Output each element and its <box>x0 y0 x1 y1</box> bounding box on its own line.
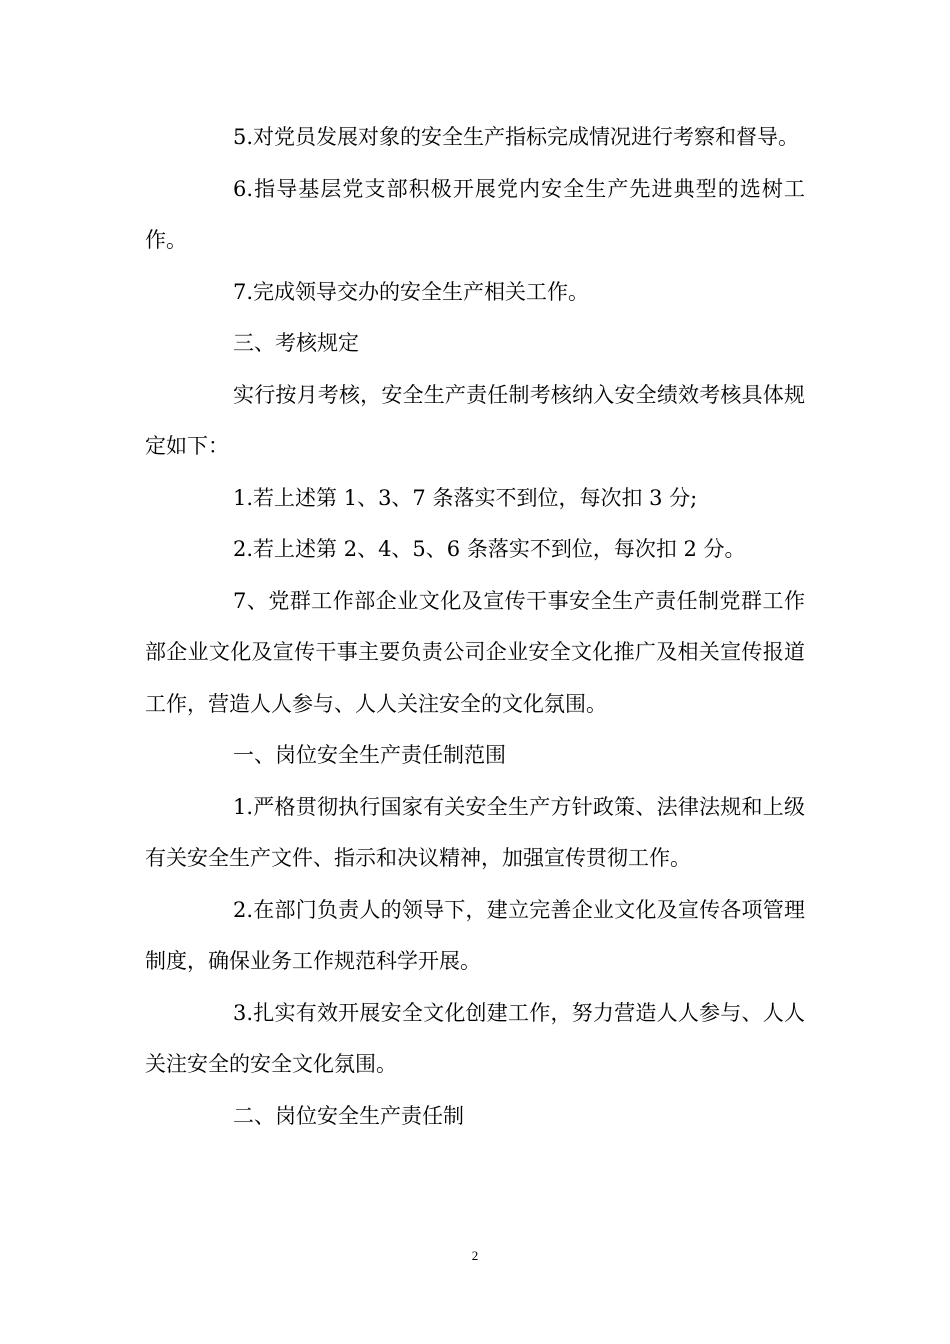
paragraph: 2.若上述第 2、4、5、6 条落实不到位，每次扣 2 分。 <box>233 537 746 561</box>
paragraph: 5.对党员发展对象的安全生产指标完成情况进行考察和督导。 <box>233 125 800 149</box>
section-heading: 三、考核规定 <box>233 331 359 355</box>
paragraph: 1.若上述第 1、3、7 条落实不到位，每次扣 3 分; <box>233 485 698 510</box>
paragraph: 7、党群工作部企业文化及宣传干事安全生产责任制党群工作部企业文化及宣传干事主要负责公司企业安全文化推广及相关宣传报道工作，营造人人参与、人人关注安全的文化氛围。 <box>145 588 805 716</box>
section-heading: 一、岗位安全生产责任制范围 <box>233 743 506 767</box>
section-heading: 二、岗位安全生产责任制 <box>233 1103 464 1128</box>
paragraph: 实行按月考核，安全生产责任制考核纳入安全绩效考核具体规定如下： <box>145 382 805 458</box>
paragraph: 1.严格贯彻执行国家有关安全生产方针政策、法律法规和上级有关安全生产文件、指示和决议精神，加强宣传贯彻工作。 <box>145 794 805 870</box>
paragraph: 7.完成领导交办的安全生产相关工作。 <box>233 279 590 304</box>
document-body <box>145 112 805 1142</box>
paragraph: 6.指导基层党支部积极开展党内安全生产先进典型的选树工作。 <box>145 176 805 252</box>
paragraph: 3.扎实有效开展安全文化创建工作，努力营造人人参与、人人关注安全的安全文化氛围。 <box>145 1000 805 1076</box>
page-number: 2 <box>471 1248 479 1263</box>
paragraph: 2.在部门负责人的领导下，建立完善企业文化及宣传各项管理制度，确保业务工作规范科学开展。 <box>145 897 805 973</box>
